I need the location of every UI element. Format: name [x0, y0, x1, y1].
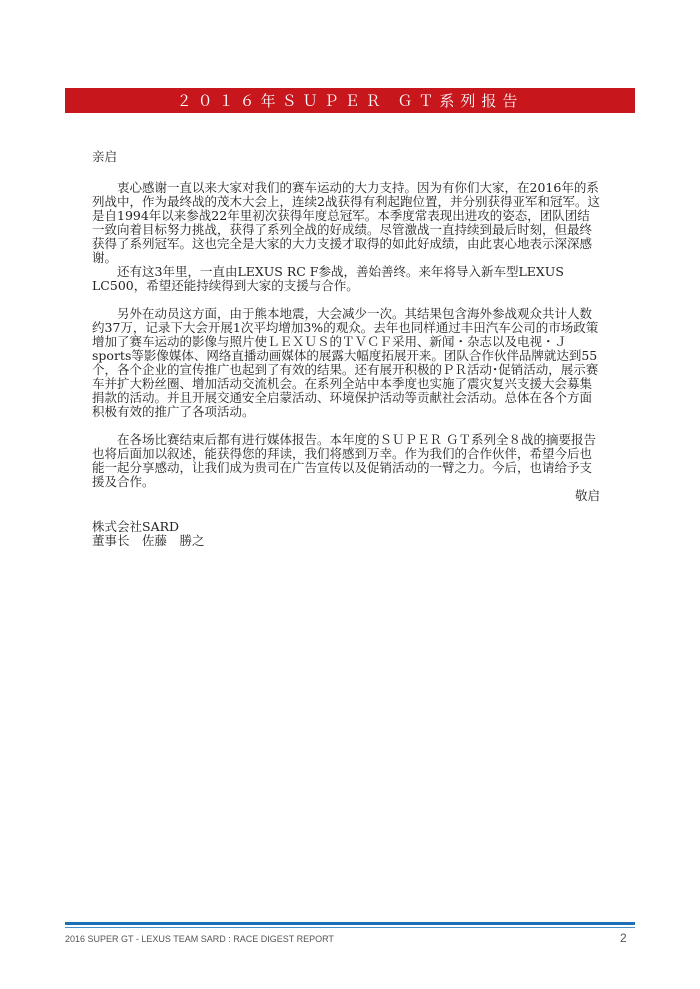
- footer-divider: [65, 922, 635, 925]
- page-number: 2: [620, 931, 627, 945]
- signatory-name: 董事长 佐藤 勝之: [92, 533, 205, 548]
- paragraph-3: 另外在动员这方面，由于熊本地震，大会减少一次。其结果包含海外参战观众共计人数约37万，记录下大会开展1次平均增加3%的观众。去年也同样通过丰田汽车公司的市场政策增加了赛车运动的影像与照片使ＬＥＸＵＳ的ＴＶＣＦ采用、新闻・杂志以及电视・Ｊ sports等影像媒体、网络直播动画媒体的展露大幅度拓展开来。团队合作伙伴品牌就达到55个，各个企业的宣传推广也起到了有效的结果。还有展开积极的ＰＲ活动･促销活动，展示赛车并扩大粉丝圈、增加活动交流机会。在系列全站中本季度也实施了震灾复兴支援大会募集捐款的活动。并且开展交通安全启蒙活动、环境保护活动等贡献社会活动。总体在各个方面积极有效的推广了各项活动。: [92, 306, 599, 419]
- letter-body: [92, 150, 600, 548]
- footer-report-name: 2016 SUPER GT - LEXUS TEAM SARD : RACE DIGEST REPORT: [65, 934, 334, 944]
- paragraph-2: 还有这3年里，一直由LEXUS RC F参战，善始善终。来年将导入新车型LEXUS LC500，希望还能持续得到大家的支援与合作。: [92, 264, 564, 293]
- report-title-bar: [65, 88, 635, 113]
- signature-block: [92, 520, 600, 548]
- report-title: ２０１６年ＳＵＰＥＲ ＧＴ系列报告: [176, 92, 524, 110]
- footer-divider-thin: [65, 927, 635, 928]
- company-name: 株式会社SARD: [92, 519, 180, 534]
- closing-remark: 敬启: [574, 488, 600, 503]
- paragraph-4: 在各场比赛结束后都有进行媒体报告。本年度的ＳＵＰＥＲ ＧＴ系列全８战的摘要报告也将后面加以叙述，能获得您的拜读，我们将感到万幸。作为我们的合作伙伴，希望今后也能一起分享感动，让我们成为贵司在广告宣传以及促销活动的一臂之力。今后，也请给予支援及合作。: [92, 432, 596, 489]
- paragraph-1: 衷心感谢一直以来大家对我们的赛车运动的大力支持。因为有你们大家，在2016年的系列战中，作为最终战的茂木大会上，连续2战获得有利起跑位置，并分别获得亚军和冠军。这是自1994年以来参战22年里初次获得年度总冠军。本季度常表现出进攻的姿态，团队团结一致向着目标努力挑战，获得了系列全战的好成绩。尽管激战一直持续到最后时刻，但最终获得了系列冠军。这也完全是大家的大力支援才取得的如此好成绩，由此衷心地表示深深感谢。: [92, 180, 600, 265]
- salutation: 亲启: [92, 149, 118, 164]
